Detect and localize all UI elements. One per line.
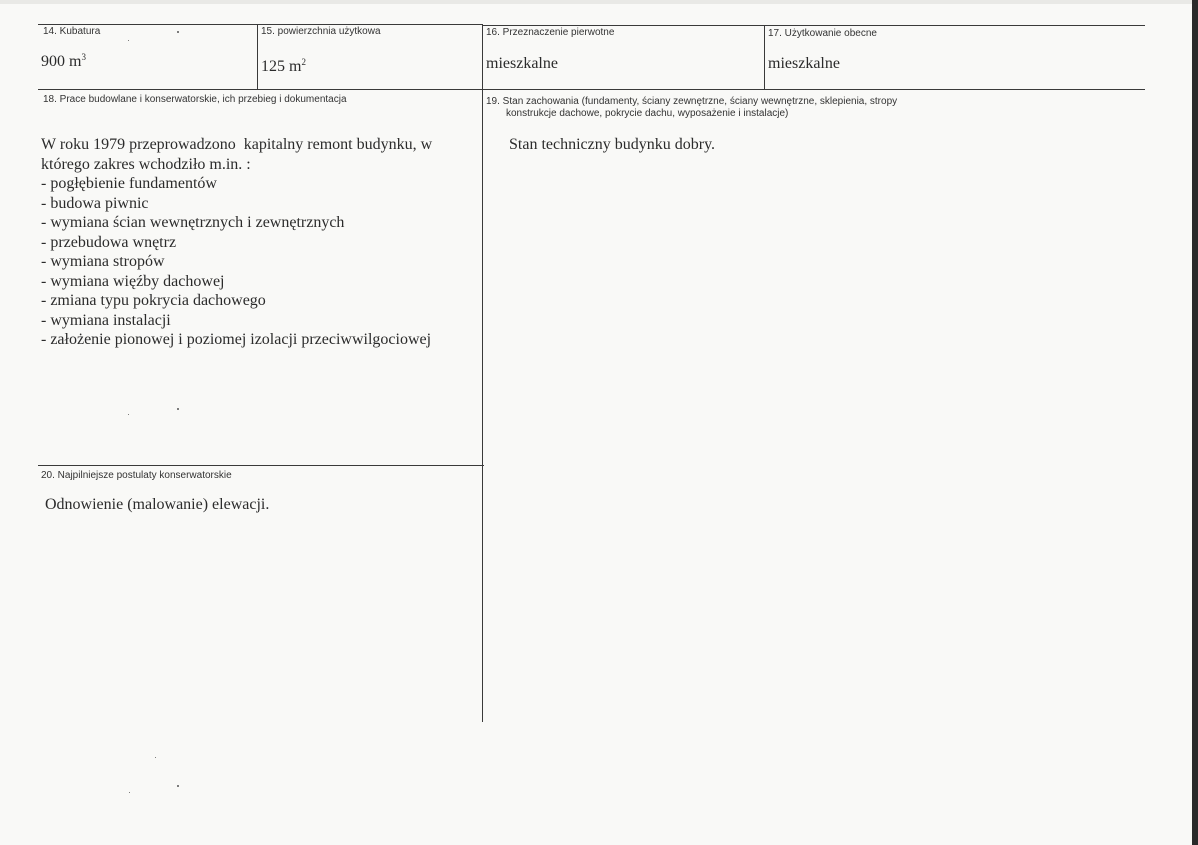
powierzchnia-label: 15. powierzchnia użytkowa — [261, 26, 381, 37]
list-item: - wymiana więźby dachowej — [41, 272, 225, 290]
stan-zachowania-value: Stan techniczny budynku dobry. — [509, 136, 716, 153]
scan-speck — [155, 757, 156, 758]
prace-list — [41, 174, 432, 350]
scan-top-edge — [0, 0, 1198, 4]
kubatura-value — [41, 52, 86, 72]
list-item: - budowa piwnic — [41, 194, 149, 212]
column-divider-14-15 — [257, 24, 258, 89]
uzytkowanie-value: mieszkalne — [768, 55, 840, 72]
kubatura-exponent: 3 — [81, 52, 86, 62]
stan-zachowania-label-line-1: 19. Stan zachowania (fundamenty, ściany zewnętrzne, ściany wewnętrzne, sklepienia, stropy — [486, 96, 898, 107]
top-rule-left — [38, 24, 258, 25]
scan-speck — [177, 408, 179, 410]
scan-speck — [128, 40, 129, 41]
list-item: - zmiana typu pokrycia dachowego — [41, 292, 266, 309]
top-rule-middle — [257, 24, 483, 25]
list-item: - pogłębienie fundamentów — [41, 175, 217, 192]
kubatura-label: 14. Kubatura — [43, 26, 101, 37]
row-divider-2 — [38, 465, 484, 466]
list-item: - wymiana stropów — [41, 253, 165, 270]
prace-intro-line-2: którego zakres wchodziło m.in. : — [41, 155, 251, 173]
prace-intro-line-1: W roku 1979 przeprowadzono kapitalny remont budynku, w — [41, 136, 433, 153]
prace-budowlane-text — [41, 135, 432, 350]
powierzchnia-value — [261, 57, 306, 77]
list-item: - przebudowa wnętrz — [41, 233, 177, 251]
powierzchnia-number: 125 m — [261, 58, 302, 75]
kubatura-number: 900 m — [41, 53, 82, 70]
column-divider-main — [482, 24, 483, 722]
przeznaczenie-value: mieszkalne — [486, 55, 558, 72]
prace-budowlane-label: 18. Prace budowlane i konserwatorskie, ich przebieg i dokumentacja — [43, 94, 347, 105]
postulaty-value: Odnowienie (malowanie) elewacji. — [45, 496, 270, 513]
uzytkowanie-label: 17. Użytkowanie obecne — [768, 28, 877, 39]
postulaty-label: 20. Najpilniejsze postulaty konserwatorskie — [41, 470, 232, 481]
column-divider-16-17 — [764, 25, 765, 89]
row-divider-1 — [38, 89, 1145, 90]
scan-speck — [177, 31, 179, 33]
scan-right-edge — [1192, 0, 1198, 845]
scan-speck — [129, 792, 130, 793]
przeznaczenie-label: 16. Przeznaczenie pierwotne — [486, 27, 615, 38]
scan-speck — [128, 414, 129, 415]
list-item: - założenie pionowej i poziomej izolacji przeciwwilgociowej — [41, 331, 432, 348]
powierzchnia-exponent: 2 — [301, 57, 306, 67]
top-rule-right — [483, 25, 1145, 26]
list-item: - wymiana ścian wewnętrznych i zewnętrznych — [41, 214, 345, 231]
scan-speck — [177, 785, 179, 787]
list-item: - wymiana instalacji — [41, 311, 171, 329]
stan-zachowania-label-line-2: konstrukcje dachowe, pokrycie dachu, wyposażenie i instalacje) — [506, 108, 789, 119]
